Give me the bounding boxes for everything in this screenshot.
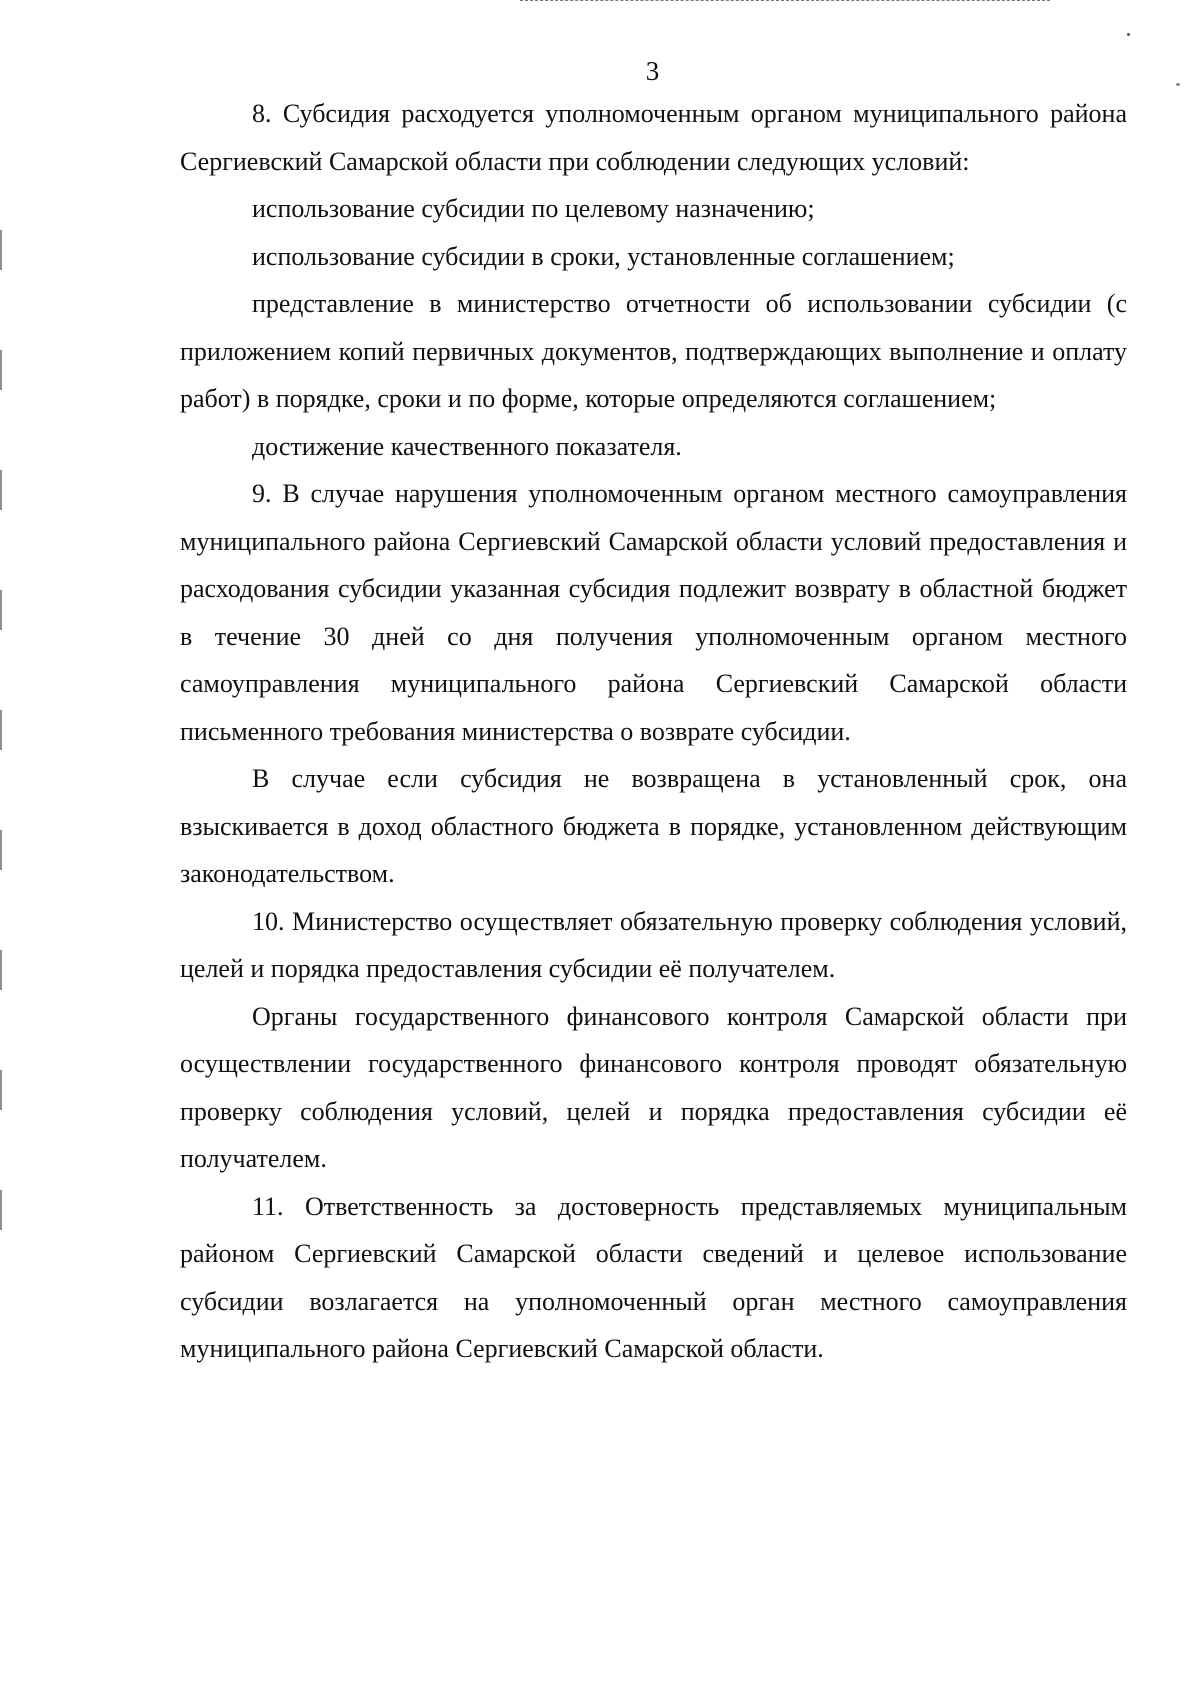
document-body: [180, 90, 1127, 1373]
scan-top-edge: [520, 0, 1050, 2]
paragraph-condition-indicator: достижение качественного показателя.: [252, 431, 682, 461]
paragraph-condition-deadlines: использование субсидии в сроки, установленные соглашением;: [252, 241, 955, 271]
paragraph-condition-purpose: использование субсидии по целевому назначению;: [252, 194, 815, 223]
paragraph-10: 10. Министерство осуществляет обязательную проверку соблюдения условий, целей и порядка предоставления субсидии её получателем.: [180, 906, 1127, 983]
scan-left-edge: [0, 230, 2, 1230]
paragraph-8: 8. Субсидия расходуется уполномоченным органом муниципального района Сергиевский Самарской области при соблюдении следующих условий:: [180, 99, 1127, 176]
paragraph-9: 9. В случае нарушения уполномоченным органом местного самоуправления муниципального района Сергиевский Самарской области условий предоставления и расходования субсидии указанная субсидия подлежит возврату в областной бюджет в течение 30 дней со дня получения уполномоченным органом местного самоуправления муниципального района Сергиевский Самарской области письменного требования министерства о возврате субсидии.: [180, 479, 1127, 746]
paragraph-9-recovery: В случае если субсидия не возвращена в установленный срок, она взыскивается в доход областного бюджета в порядке, установленном действующим законодательством.: [180, 764, 1127, 888]
paragraph-10-control: Органы государственного финансового контроля Самарской области при осуществлении государственного финансового контроля проводят обязательную проверку соблюдения условий, целей и порядка предоставления субсидии её получателем.: [180, 1001, 1127, 1173]
paragraph-condition-reporting: представление в министерство отчетности об использовании субсидии (с приложением копий первичных документов, подтверждающих выполнение и оплату работ) в порядке, сроки и по форме, которые определяются соглашением;: [180, 289, 1127, 413]
scan-speck: [1127, 33, 1130, 36]
page-number: 3: [645, 56, 660, 86]
paragraph-11: 11. Ответственность за достоверность представляемых муниципальным районом Сергиевский Самарской области сведений и целевое использование субсидии возлагается на уполномоченный орган местного самоуправления муниципального района Сергиевский Самарской области.: [180, 1191, 1127, 1363]
